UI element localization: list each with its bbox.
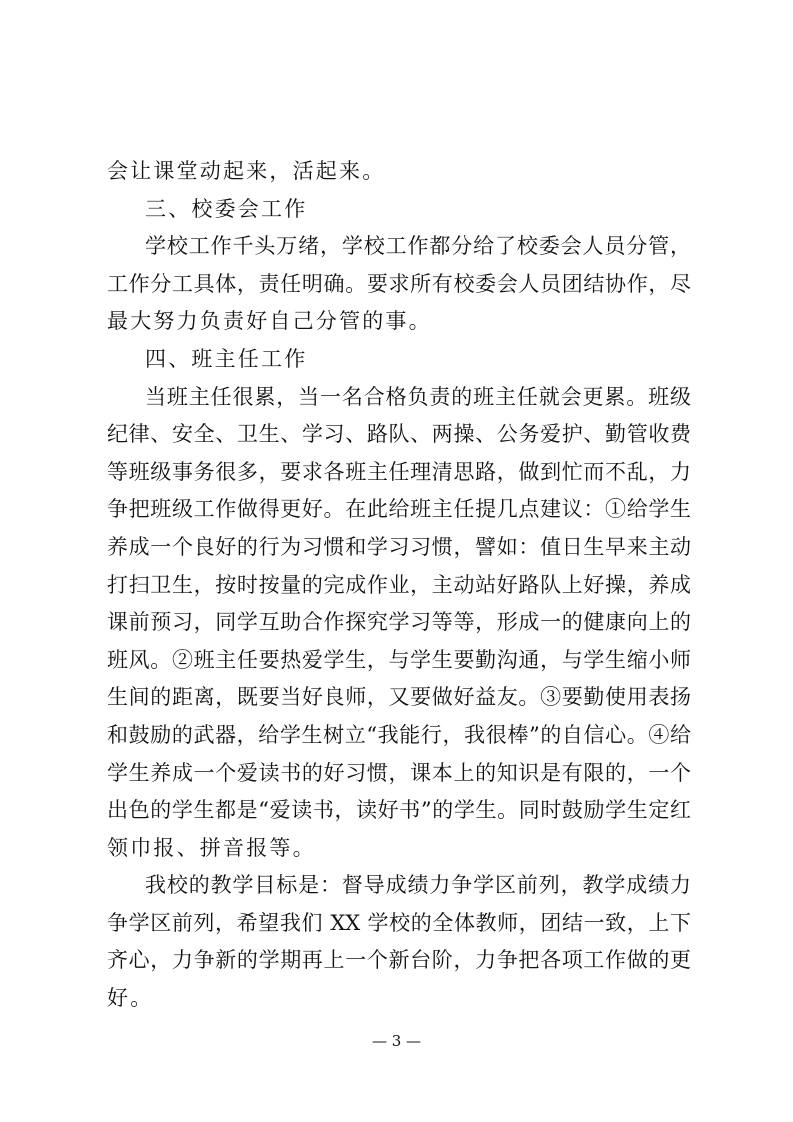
text-line: 争学区前列，希望我们 XX 学校的全体教师，团结一致，上下 [107, 910, 691, 935]
text-line: 最大努力负责好自己分管的事。 [107, 309, 432, 334]
text-line: 争把班级工作做得更好。在此给班主任提几点建议：①给学生 [107, 497, 691, 522]
text-line: 当班主任很累，当一名合格负责的班主任就会更累。班级 [145, 384, 691, 409]
text-line: 和鼓励的武器，给学生树立“我能行，我很棒”的自信心。④给 [107, 722, 691, 747]
text-line: 养成一个良好的行为习惯和学习习惯，譬如：值日生早来主动 [107, 534, 691, 559]
text-line: 等班级事务很多，要求各班主任理清思路，做到忙而不乱，力 [107, 459, 691, 484]
text-line: 出色的学生都是“爱读书，读好书”的学生。同时鼓励学生定红 [107, 798, 691, 823]
text-line: 齐心，力争新的学期再上一个新台阶，力争把各项工作做的更 [107, 948, 691, 973]
document-body [107, 153, 691, 1018]
text-line: 纪律、安全、卫生、学习、路队、两操、公务爱护、勤管收费 [107, 422, 691, 447]
text-line: 打扫卫生，按时按量的完成作业，主动站好路队上好操，养成 [107, 572, 691, 597]
page-number: — 3 — [371, 1032, 422, 1050]
text-line: 学校工作千头万绪，学校工作都分给了校委会人员分管， [145, 234, 691, 259]
section-heading: 三、校委会工作 [145, 196, 308, 221]
text-line: 生间的距离，既要当好良师，又要做好益友。③要勤使用表扬 [107, 685, 691, 710]
text-line: 我校的教学目标是：督导成绩力争学区前列，教学成绩力 [145, 873, 691, 898]
section-heading: 四、班主任工作 [145, 346, 308, 371]
text-line: 会让课堂动起来，活起来。 [107, 159, 386, 183]
text-line: 学生养成一个爱读书的好习惯，课本上的知识是有限的，一个 [107, 760, 691, 785]
text-line: 班风。②班主任要热爱学生，与学生要勤沟通，与学生缩小师 [107, 647, 691, 672]
text-line: 领巾报、拼音报等。 [107, 835, 316, 860]
text-line: 课前预习，同学互助合作探究学习等等，形成一的健康向上的 [107, 610, 691, 635]
text-line: 工作分工具体，责任明确。要求所有校委会人员团结协作，尽 [107, 271, 691, 296]
text-line: 好。 [107, 986, 154, 1011]
